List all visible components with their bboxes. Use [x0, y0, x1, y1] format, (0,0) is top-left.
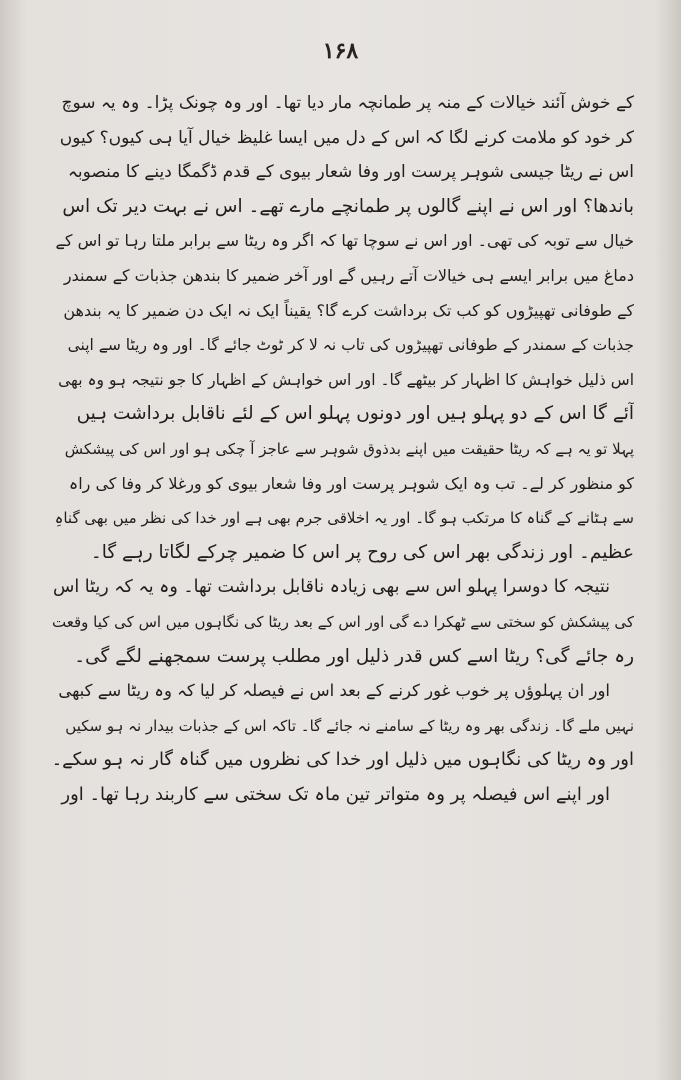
text-line: آئے گا اس کے دو پہلو ہیں اور دونوں پہلو اس کے لئے ناقابل برداشت ہیں: [76, 403, 634, 425]
text-line: رہ جائے گی؟ ریٹا اسے کس قدر ذلیل اور مطلب پرست سمجھنے لگے گی۔: [74, 645, 634, 667]
text-line: کی پیشکش کو سختی سے ٹھکرا دے گی اور اس کے بعد ریٹا کی نگاہوں میں اس کی کیا وقعت: [52, 612, 634, 631]
text-line: اور اپنے اس فیصلہ پر وہ متواتر تین ماہ تک سختی سے کاربند رہا تھا۔ اور: [61, 783, 610, 805]
text-line: اس ذلیل خواہش کا اظہار کر بیٹھے گا۔ اور اس خواہش کے اظہار کا جو نتیجہ ہو وہ بھی: [58, 370, 634, 389]
text-line: کے خوش آئند خیالات کے منہ پر طمانچہ مار دیا تھا۔ اور وہ چونک پڑا۔ وہ یہ سوچ: [61, 93, 634, 113]
text-line: اس نے ریٹا جیسی شوہر پرست اور وفا شعار بیوی کے قدم ڈگمگا دینے کا منصوبہ: [67, 162, 634, 183]
text-line: اور وہ ریٹا کی نگاہوں میں ذلیل اور خدا کی نظروں میں گناہ گار نہ ہو سکے۔: [52, 749, 634, 771]
text-line: کر خود کو ملامت کرنے لگا کہ اس کے دل میں ایسا غلیظ خیال آیا ہی کیوں؟ کیوں: [59, 127, 634, 148]
text-line: دماغ میں برابر ایسے ہی خیالات آتے رہیں گے اور آخر ضمیر کا بندھن جذبات کے سمندر: [63, 265, 634, 285]
text-line: اور ان پہلوؤں پر خوب غور کرنے کے بعد اس نے فیصلہ کر لیا کہ وہ ریٹا سے کبھی: [58, 681, 610, 701]
text-line: جذبات کے سمندر کے طوفانی تھپیڑوں کی تاب نہ لا کر ٹوٹ جائے گا۔ اور وہ ریٹا سے اپنی: [67, 336, 634, 355]
text-line: باندھا؟ اور اس نے اپنے گالوں پر طمانچے مارے تھے۔ اس نے بہت دیر تک اس: [62, 195, 634, 217]
page-number: ۱۶۸: [322, 38, 359, 64]
body-text: [52, 86, 634, 812]
text-line: کے طوفانی تھپیڑوں کو کب تک برداشت کرے گا؟ یقیناً ایک نہ ایک دن ضمیر کا یہ بندھن: [63, 300, 634, 320]
text-line: نہیں ملے گا۔ زندگی بھر وہ ریٹا کے سامنے نہ جائے گا۔ تاکہ اس کے جذبات بیدار نہ ہو سکیں: [65, 716, 634, 735]
text-line: نتیجہ کا دوسرا پہلو اس سے بھی زیادہ ناقابل برداشت تھا۔ وہ یہ کہ ریٹا اس: [53, 577, 610, 598]
text-line: عظیم۔ اور زندگی بھر اس کی روح پر اس کا ضمیر چرکے لگاتا رہے گا۔: [90, 541, 634, 563]
text-line: سے ہٹانے کے گناہ کا مرتکب ہو گا۔ اور یہ اخلاقی جرم بھی ہے اور خدا کی نظر میں بھی گناہِ: [54, 509, 634, 528]
text-line: کو منظور کر لے۔ تب وہ ایک شوہر پرست اور وفا شعار بیوی کو ورغلا کر وفا کی راہ: [68, 473, 634, 493]
text-line: خیال سے توبہ کی تھی۔ اور اس نے سوچا تھا کہ اگر وہ ریٹا سے برابر ملتا رہا تو اس کے: [55, 231, 634, 251]
text-line: پہلا تو یہ ہے کہ ریٹا حقیقت میں اپنے بدذوق شوہر سے عاجز آ چکی ہو اور اس کی پیشکش: [64, 439, 634, 458]
